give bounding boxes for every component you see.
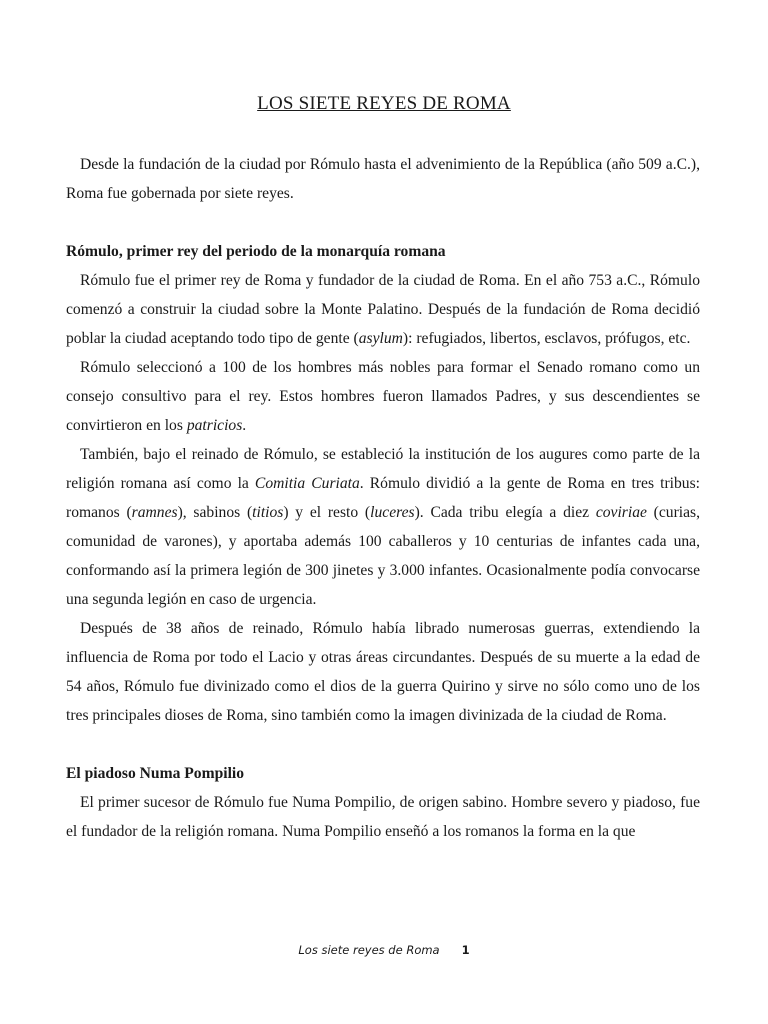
paragraph-romulo-death: Después de 38 años de reinado, Rómulo había librado numerosas guerras, extendiendo la influencia de Roma por todo el Lacio y otras áreas circundantes. Después de su muerte a la edad de 54 años, Rómulo fue divinizado como el dios de la guerra Quirino y sirve no sólo como uno de los tres principales dioses de Roma, sino también como la imagen divinizada de la ciudad de Roma. xyxy=(66,620,700,724)
spacer xyxy=(66,730,700,759)
spacer xyxy=(66,208,700,237)
section-heading-romulo: Rómulo, primer rey del periodo de la monarquía romana xyxy=(66,243,446,260)
section-heading-numa: El piadoso Numa Pompilio xyxy=(66,765,245,782)
page-title: LOS SIETE REYES DE ROMA xyxy=(257,93,511,114)
page-number: 1 xyxy=(461,943,470,957)
paragraph-romulo-founding: Rómulo fue el primer rey de Roma y fundador de la ciudad de Roma. En el año 753 a.C., Rómulo comenzó a construir la ciudad sobre la Monte Palatino. Después de la fundación de Roma decidió poblar la ciudad aceptando todo tipo de gente (asylum): refugiados, libertos, esclavos, prófugos, etc. xyxy=(66,272,700,347)
paragraph-romulo-senate: Rómulo seleccionó a 100 de los hombres más nobles para formar el Senado romano como un consejo consultivo para el rey. Estos hombres fueron llamados Padres, y sus descendientes se convirtieron en los patricios. xyxy=(66,359,700,434)
paragraph-romulo-institutions: También, bajo el reinado de Rómulo, se estableció la institución de los augures como parte de la religión romana así como la Comitia Curiata. Rómulo dividió a la gente de Roma en tres tribus: romanos (ramnes), sabinos (titios) y el resto (luceres). Cada tribu elegía a diez coviriae (curias, comunidad de varones), y aportaba además 100 caballeros y 10 centurias de infantes cada una, conformando así la primera legión de 300 jinetes y 3.000 infantes. Ocasionalmente podía convocarse una segunda legión en caso de urgencia. xyxy=(66,446,701,608)
paragraph-numa: El primer sucesor de Rómulo fue Numa Pompilio, de origen sabino. Hombre severo y piadoso, fue el fundador de la religión romana. Numa Pompilio enseñó a los romanos la forma en la que xyxy=(66,794,700,840)
footer-title: Los siete reyes de Roma xyxy=(298,943,440,957)
document-body xyxy=(66,150,700,846)
page-footer xyxy=(0,943,768,957)
intro-paragraph: Desde la fundación de la ciudad por Rómulo hasta el advenimiento de la República (año 509 a.C.), Roma fue gobernada por siete reyes. xyxy=(66,156,700,202)
